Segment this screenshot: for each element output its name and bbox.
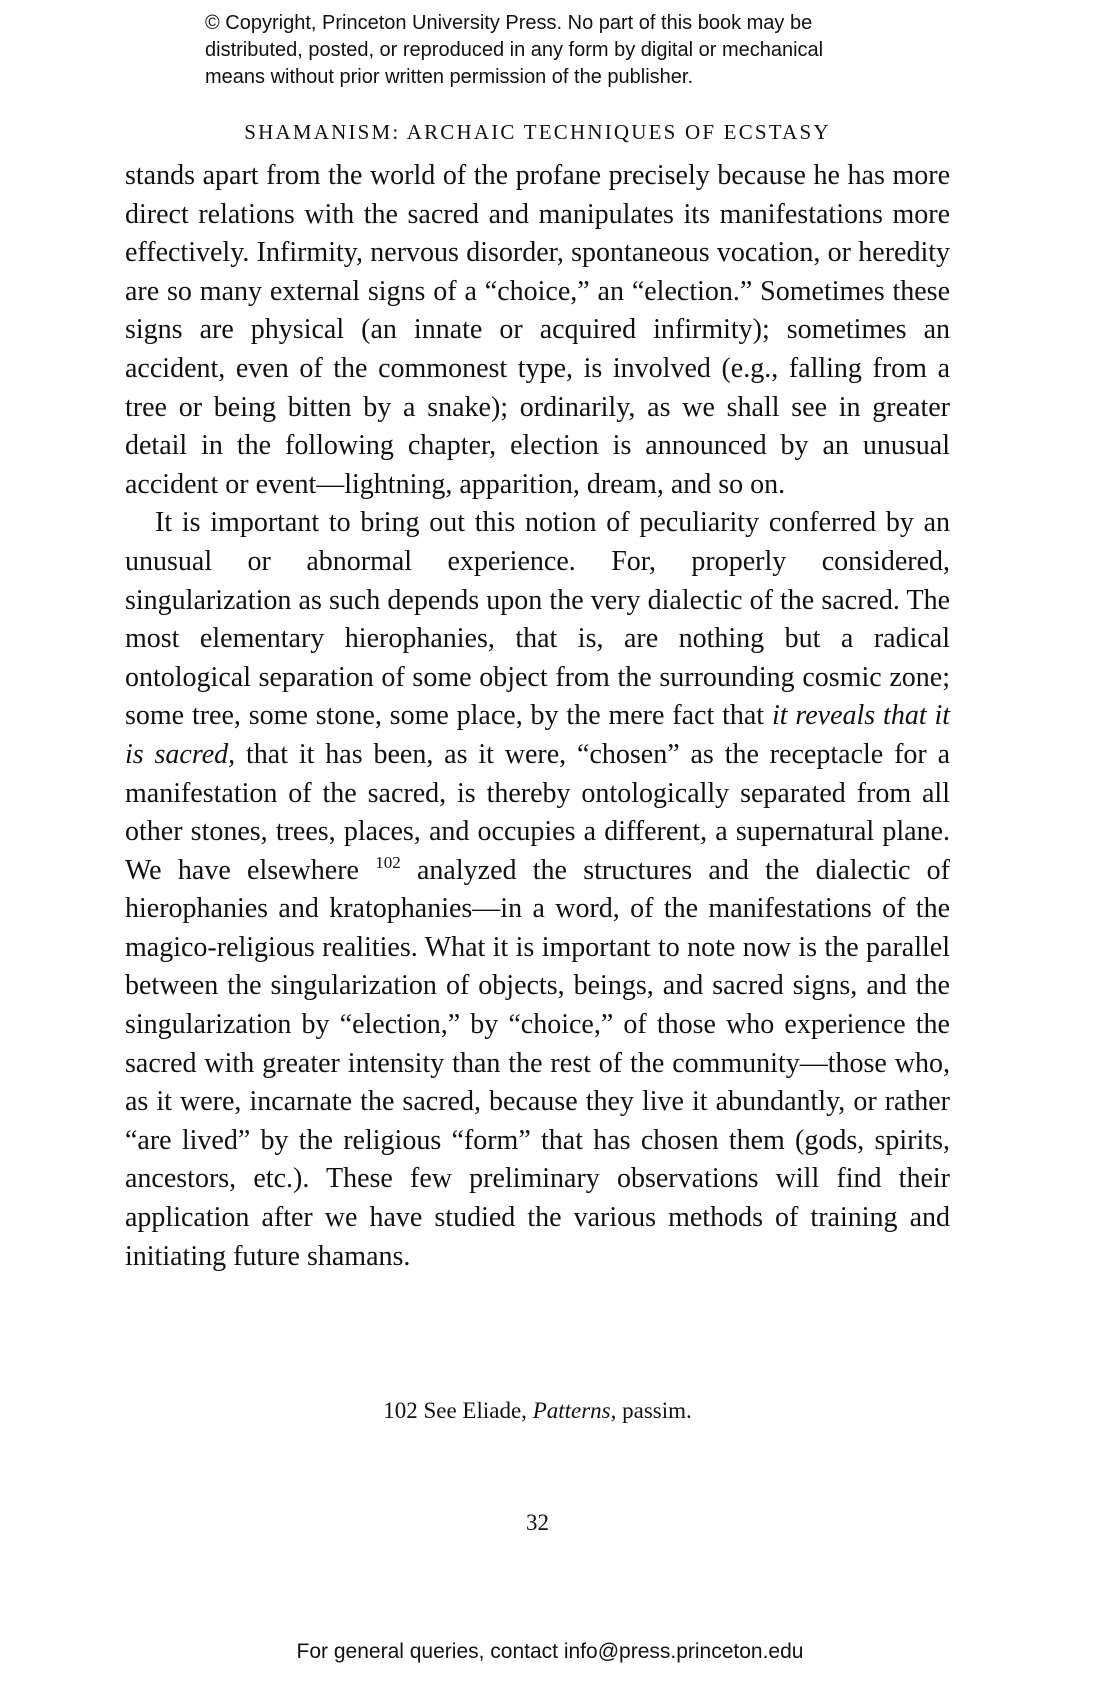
footnote-text: See Eliade, xyxy=(423,1398,527,1423)
running-head: SHAMANISM: ARCHAIC TECHNIQUES OF ECSTASY xyxy=(244,120,831,144)
copyright-line: distributed, posted, or reproduced in any form by digital or mechanical xyxy=(205,39,824,61)
emphasis-text: it reveals that it is sacred, xyxy=(125,700,951,770)
copyright-line: © Copyright, Princeton University Press. No part of this book may be xyxy=(205,12,813,34)
paragraph: stands apart from the world of the profane precisely because he has more direct relations with the sacred and manipulates its manifestations more effectively. Infirmity, nervous disorder, spontaneous vocation, or heredity are so many external signs of a “choice,” an “election.” Sometimes these signs are physical (an innate or acquired infirmity); sometimes an accident, even of the commonest type, is involved (e.g., falling from a tree or being bitten by a snake); ordinarily, as we shall see in greater detail in the following chapter, election is announced by an unusual accident or event—lightning, apparition, dream, and so on. xyxy=(125,160,950,500)
body-text xyxy=(125,157,950,1276)
paragraph-text: that it has been, as it were, “chosen” as the receptacle for a manifestation of the sacred, is thereby ontologically separated from all other stones, trees, places, and occupies a different, a supernatural plane. We have elsewhere xyxy=(125,738,950,886)
page-number: 32 xyxy=(526,1510,549,1535)
footnote-reference[interactable]: 102 xyxy=(375,852,401,872)
copyright-notice xyxy=(205,10,925,91)
footnote-title: Patterns, xyxy=(532,1398,617,1423)
footnote xyxy=(125,1398,950,1424)
paragraph xyxy=(125,504,950,1276)
footnote-number: 102 xyxy=(383,1398,418,1423)
contact-line: For general queries, contact info@press.princeton.edu xyxy=(296,1640,804,1663)
copyright-line: means without prior written permission of the publisher. xyxy=(205,66,694,88)
paragraph-text: analyzed the structures and the dialectic of hierophanies and kratophanies—in a word, of the manifestations of the magico-religious realities. What it is important to note now is the parallel between the singularization of objects, beings, and sacred signs, and the singularization by “election,” by “choice,” of those who experience the sacred with greater intensity than the rest of the community—those who, as it were, incarnate the sacred, because they live it abundantly, or rather “are lived” by the religious “form” that has chosen them (gods, spirits, ancestors, etc.). These few preliminary observations will find their application after we have studied the various methods of training and initiating future shamans. xyxy=(125,854,950,1272)
paragraph-text: It is important to bring out this notion of peculiarity conferred by an unusual or abnormal experience. For, properly considered, singularization as such depends upon the very dialectic of the sacred. The most elementary hierophanies, that is, are nothing but a radical ontological separation of some object from the surrounding cosmic zone; some tree, some stone, some place, by the mere fact that xyxy=(125,507,950,732)
footnote-text: passim. xyxy=(622,1398,692,1423)
